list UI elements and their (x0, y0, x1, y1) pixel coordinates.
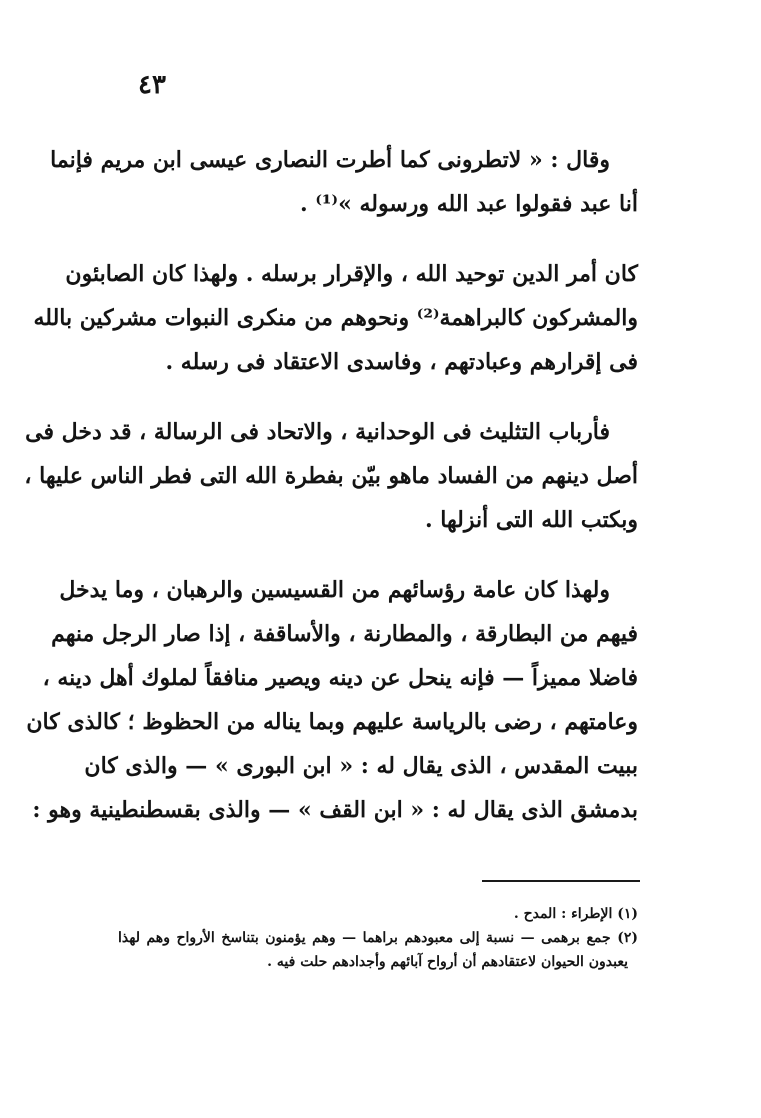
footnote-divider (482, 880, 640, 882)
text-line: فأرباب التثليث فى الوحدانية ، والاتحاد فى الرسالة ، قد دخل فى (25, 419, 610, 445)
paragraph-trinity (24, 410, 638, 542)
footnote-1: (١) الإطراء : المدح . (513, 906, 638, 922)
footnotes (118, 902, 638, 974)
text-line: ولهذا كان عامة رؤسائهم من القسيسين والرهبان ، وما يدخل (59, 577, 610, 603)
text-line: أنا عبد فقولوا عبد الله ورسوله »⁽¹⁾ . (300, 191, 638, 217)
text-line: وقال : « لاتطرونى كما أطرت النصارى عيسى ابن مريم فإنما (50, 147, 610, 173)
paragraph-quote (50, 138, 638, 226)
text-line: ببيت المقدس ، الذى يقال له : « ابن البورى » — والذى كان (84, 753, 638, 779)
paragraph-tawhid (33, 252, 638, 384)
footnote-2-continued: يعبدون الحيوان لاعتقادهم أن أرواح آبائهم وأجدادهم حلت فيه . (267, 954, 628, 970)
text-line: وعامتهم ، رضى بالرياسة عليهم وبما يناله من الحظوظ ؛ كالذى كان (26, 709, 638, 735)
text-line: فاضلا مميزاً — فإنه ينحل عن دينه ويصير منافقاً لملوك أهل دينه ، (42, 665, 638, 691)
page-number: ٤٣ (138, 70, 166, 100)
text-line: كان أمر الدين توحيد الله ، والإقرار برسله . ولهذا كان الصابئون (65, 261, 638, 287)
text-line: فى إقرارهم وعبادتهم ، وفاسدى الاعتقاد فى رسله . (165, 349, 638, 375)
paragraph-clergy (26, 568, 638, 832)
text-line: وبكتب الله التى أنزلها . (424, 507, 638, 533)
text-line: بدمشق الذى يقال له : « ابن القف » — والذى بقسطنطينية وهو : (32, 797, 638, 823)
text-line: أصل دينهم من الفساد ماهو بيّن بفطرة الله التى فطر الناس عليها ، (24, 463, 638, 489)
text-line: والمشركون كالبراهمة⁽²⁾ ونحوهم من منكرى النبوات مشركين بالله (33, 305, 638, 331)
text-line: فيهم من البطارقة ، والمطارنة ، والأساقفة ، إذا صار الرجل منهم (51, 621, 638, 647)
footnote-2: (٢) جمع برهمى — نسبة إلى معبودهم براهما — وهم يؤمنون بتناسخ الأرواح وهم لهذا (118, 930, 638, 946)
